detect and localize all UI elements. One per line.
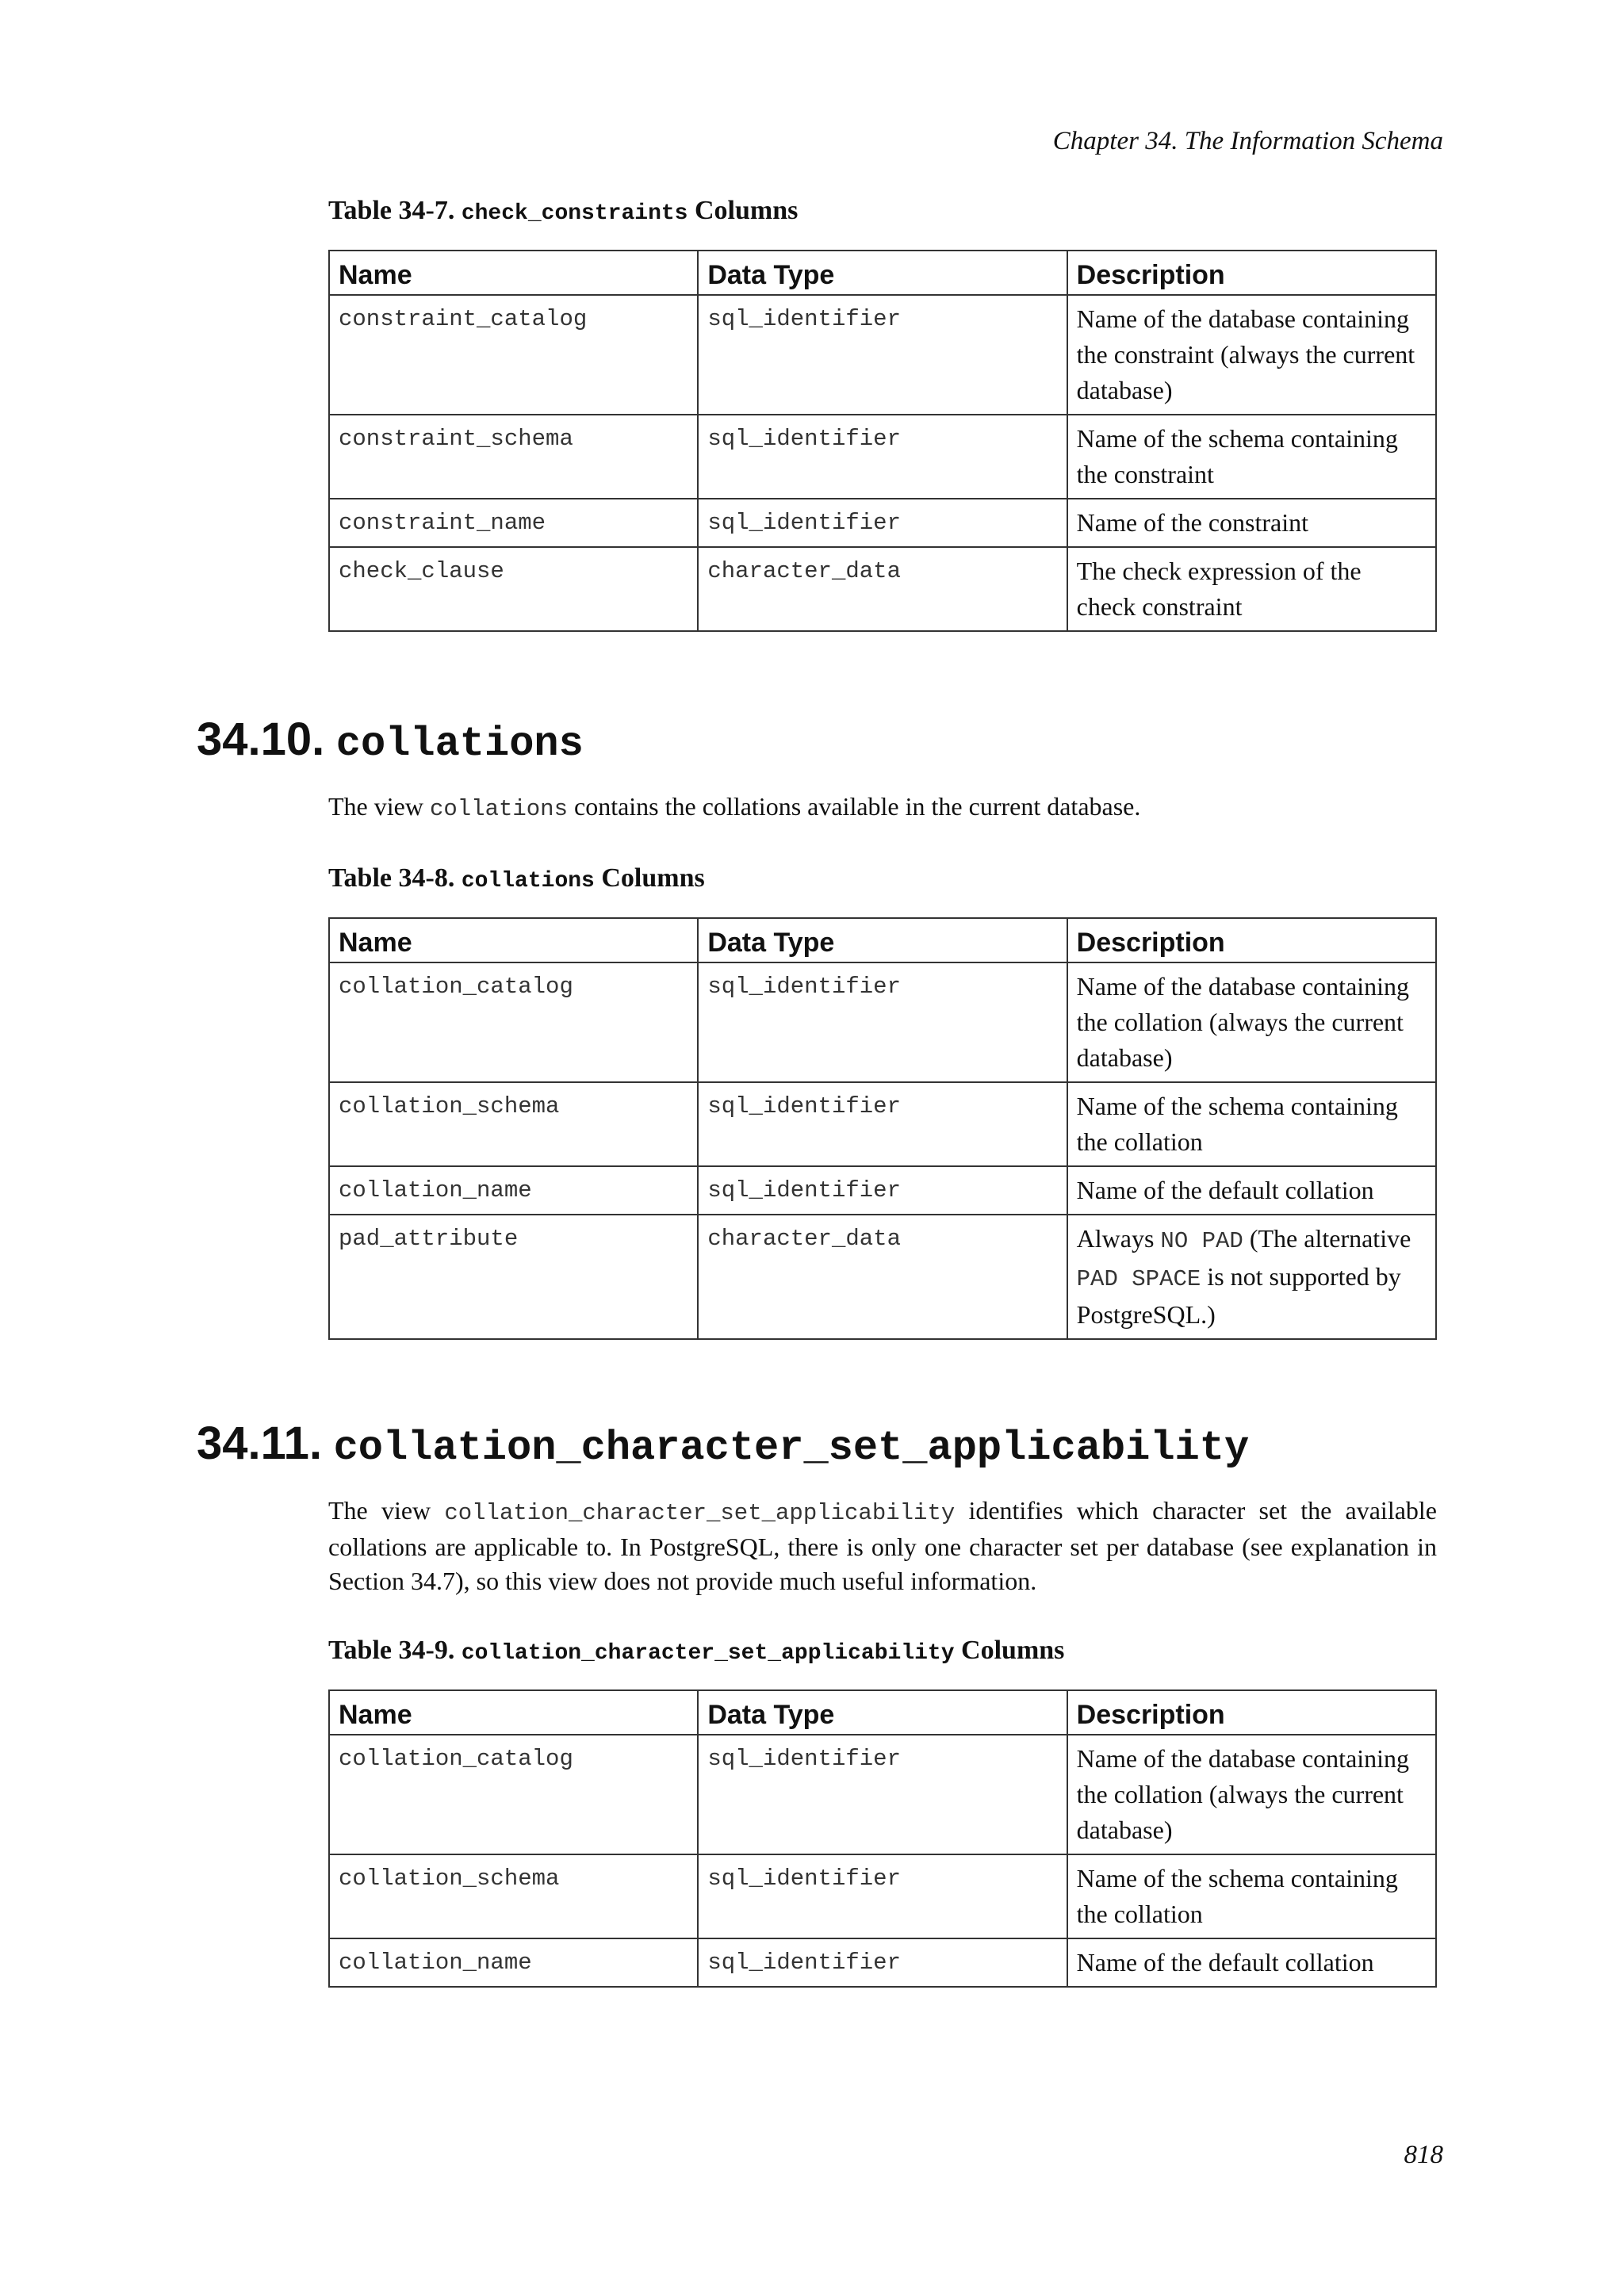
para-text: identifies which character set the available collations are applicable to. In PostgreSQL, there is only one character set per database (see explanation in Section 34.7), so this view does not provide much useful information. — [328, 1496, 1438, 1595]
cell-name: collation_catalog — [329, 962, 698, 1082]
table-caption — [328, 1635, 1437, 1667]
cell-type: sql_identifier — [698, 1854, 1067, 1938]
section-title: collation_character_set_applicability — [333, 1425, 1250, 1471]
caption-code: collation_character_set_applicability — [461, 1641, 955, 1666]
caption-prefix: Table 34-9. — [328, 1636, 455, 1665]
cell-type: sql_identifier — [698, 295, 1067, 415]
running-header: Chapter 34. The Information Schema — [1052, 127, 1443, 155]
section-34-10-body — [328, 790, 1437, 1340]
cell-type: sql_identifier — [698, 415, 1067, 499]
table-34-7-block — [328, 195, 1437, 632]
cell-type: sql_identifier — [698, 1082, 1067, 1166]
cell-name: collation_catalog — [329, 1735, 698, 1854]
table-row — [329, 1166, 1436, 1215]
cell-description: Name of the schema containing the constraint — [1067, 415, 1436, 499]
cell-name: pad_attribute — [329, 1215, 698, 1339]
cell-description: Name of the database containing the collation (always the current database) — [1067, 962, 1436, 1082]
cell-name: constraint_name — [329, 499, 698, 547]
table-row — [329, 1735, 1436, 1854]
cell-type: sql_identifier — [698, 962, 1067, 1082]
cell-name: constraint_schema — [329, 415, 698, 499]
cell-description: Name of the database containing the collation (always the current database) — [1067, 1735, 1436, 1854]
caption-suffix: Columns — [601, 863, 705, 893]
column-header-name: Name — [329, 1690, 698, 1735]
cell-type: character_data — [698, 547, 1067, 631]
column-header-name: Name — [329, 251, 698, 295]
desc-code: PAD SPACE — [1076, 1265, 1201, 1292]
table-row — [329, 1215, 1436, 1339]
cell-name: collation_name — [329, 1166, 698, 1215]
check-constraints-table — [328, 250, 1437, 632]
cell-name: collation_name — [329, 1938, 698, 1987]
cell-type: sql_identifier — [698, 1166, 1067, 1215]
para-text: The view — [328, 1496, 445, 1525]
table-header-row — [329, 1690, 1436, 1735]
section-34-11-body — [328, 1494, 1437, 1988]
table-row — [329, 547, 1436, 631]
cell-description: Name of the default collation — [1067, 1166, 1436, 1215]
cell-description: The check expression of the check constraint — [1067, 547, 1436, 631]
cell-name: collation_schema — [329, 1854, 698, 1938]
caption-suffix: Columns — [694, 196, 799, 225]
caption-code: check_constraints — [461, 201, 688, 226]
cell-name: check_clause — [329, 547, 698, 631]
caption-prefix: Table 34-8. — [328, 863, 455, 893]
caption-prefix: Table 34-7. — [328, 196, 455, 225]
table-row — [329, 962, 1436, 1082]
column-header-description: Description — [1067, 1690, 1436, 1735]
para-text: The view — [328, 792, 430, 821]
table-caption — [328, 863, 1437, 895]
table-row — [329, 499, 1436, 547]
table-row — [329, 415, 1436, 499]
section-title: collations — [335, 721, 584, 767]
column-header-data-type: Data Type — [698, 1690, 1067, 1735]
section-number: 34.11. — [197, 1418, 323, 1469]
cell-type: sql_identifier — [698, 499, 1067, 547]
cell-description: Name of the default collation — [1067, 1938, 1436, 1987]
column-header-name: Name — [329, 918, 698, 962]
table-row — [329, 1938, 1436, 1987]
column-header-description: Description — [1067, 918, 1436, 962]
section-number: 34.10. — [197, 714, 325, 765]
cell-type: character_data — [698, 1215, 1067, 1339]
caption-suffix: Columns — [961, 1636, 1065, 1665]
collations-table — [328, 917, 1437, 1340]
table-header-row — [329, 918, 1436, 962]
section-paragraph — [328, 1494, 1437, 1598]
desc-text: Always — [1076, 1223, 1161, 1253]
table-caption — [328, 195, 1437, 228]
table-row — [329, 1082, 1436, 1166]
cell-description: Name of the database containing the constraint (always the current database) — [1067, 295, 1436, 415]
section-paragraph — [328, 790, 1437, 826]
page-number: 818 — [1404, 2141, 1443, 2169]
table-row — [329, 295, 1436, 415]
desc-text: (The alternative — [1243, 1223, 1411, 1253]
para-code: collations — [429, 796, 568, 822]
table-row — [329, 1854, 1436, 1938]
para-text: contains the collations available in the current database. — [567, 792, 1141, 821]
column-header-data-type: Data Type — [698, 918, 1067, 962]
caption-code: collations — [461, 869, 595, 894]
cell-type: sql_identifier — [698, 1938, 1067, 1987]
cell-description: Name of the constraint — [1067, 499, 1436, 547]
table-header-row — [329, 251, 1436, 295]
collation-character-set-applicability-table — [328, 1689, 1437, 1988]
cell-description: Name of the schema containing the collation — [1067, 1082, 1436, 1166]
desc-text: is not supported by PostgreSQL.) — [1076, 1261, 1401, 1329]
desc-code: NO PAD — [1160, 1227, 1243, 1254]
column-header-data-type: Data Type — [698, 251, 1067, 295]
cell-type: sql_identifier — [698, 1735, 1067, 1854]
para-code: collation_character_set_applicability — [444, 1500, 956, 1526]
section-heading-34-11 — [197, 1416, 1249, 1476]
section-heading-34-10 — [197, 712, 584, 772]
cell-name: collation_schema — [329, 1082, 698, 1166]
cell-name: constraint_catalog — [329, 295, 698, 415]
cell-description: Name of the schema containing the collation — [1067, 1854, 1436, 1938]
column-header-description: Description — [1067, 251, 1436, 295]
cell-description — [1067, 1215, 1436, 1339]
